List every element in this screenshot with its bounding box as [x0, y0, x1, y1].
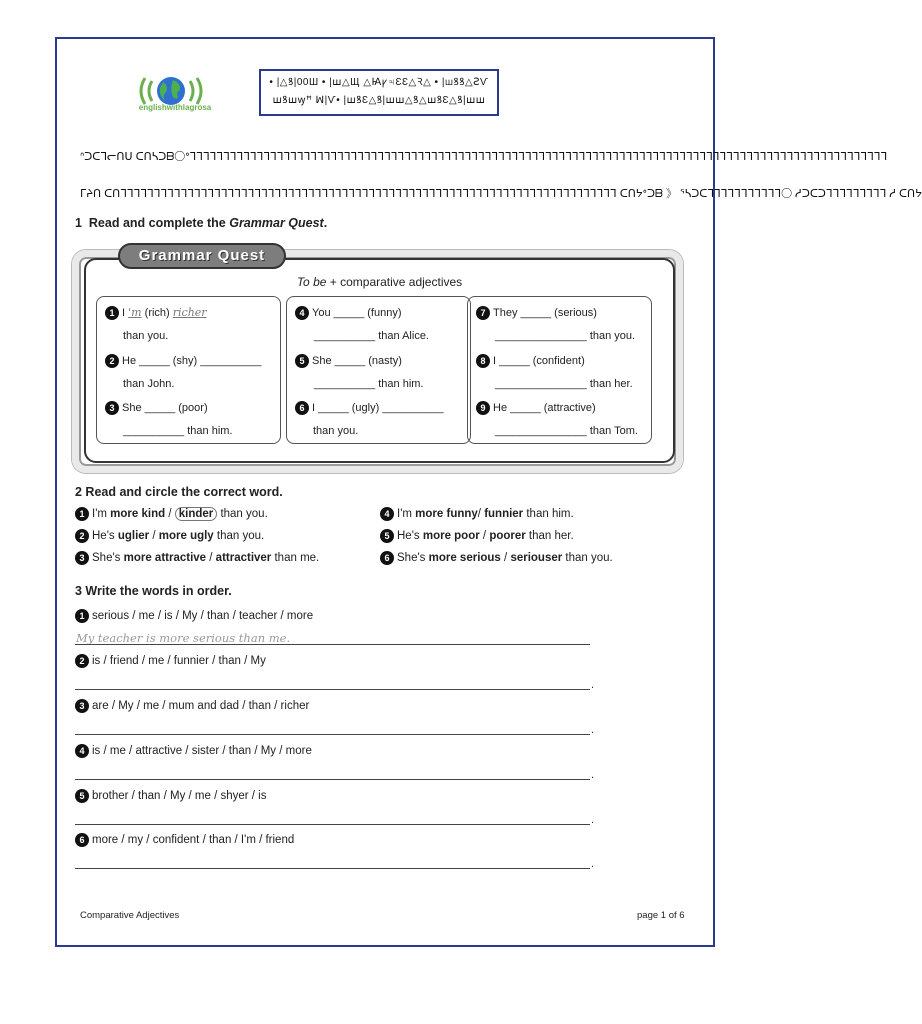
quest-item-continuation: _______________ than you. — [495, 330, 636, 342]
item-number: 1 — [75, 507, 89, 521]
item-number: 3 — [75, 551, 89, 565]
header-box-line1: • |△ꝸ|00Ш • |ꟺ△Щ △Ꙗꝩ♃ƐƐ△Ꝛ△ • |ꟺꝸꝸ△ꙄѴ — [269, 77, 489, 88]
line-period: . — [591, 814, 595, 826]
option-b[interactable]: more ugly — [158, 530, 214, 543]
quest-item-number: 7 — [476, 306, 490, 320]
option-b[interactable]: attractiver — [215, 552, 272, 565]
item-text: She's — [397, 552, 429, 565]
item-text: I'm — [92, 508, 111, 521]
quest-item-text: He _____ (attractive) — [493, 401, 596, 414]
circle-item-5 — [380, 529, 574, 543]
quest-column-2 — [286, 296, 471, 444]
subtitle-rest: + comparative adjectives — [326, 275, 463, 289]
option-b[interactable]: seriouser — [510, 552, 563, 565]
section1-title-text: Read and complete the — [88, 216, 230, 230]
item-text: than you. — [562, 552, 613, 565]
quest-item-number: 3 — [105, 401, 119, 415]
order-item-1 — [75, 609, 313, 623]
item-number: 4 — [75, 744, 89, 758]
grammar-quest-subtitle — [84, 275, 675, 289]
quest-item-6 — [295, 401, 444, 415]
quest-column-1 — [96, 296, 281, 444]
word-list: brother / than / My / me / shyer / is — [92, 790, 267, 803]
item-text: He's — [92, 530, 118, 543]
line-period: . — [591, 769, 595, 781]
circle-item-6 — [380, 551, 613, 565]
header-box-line2: ꟺꝸꟺꝡꟸ ꟽ|Ѵ• |ꟺꝸƐ△ꝸ|ꟺꟺ△ꝸ△ꟺꝸƐ△ꝸ|ꟺꟺ — [272, 95, 486, 106]
handwritten-answer: 'm — [128, 306, 142, 319]
grammar-quest-badge: Grammar Quest — [118, 243, 286, 269]
quest-item-number: 2 — [105, 354, 119, 368]
quest-item-text: She _____ (poor) — [122, 401, 208, 414]
quest-item-9 — [476, 401, 596, 415]
option-a[interactable]: more poor — [422, 530, 480, 543]
separator: / — [149, 530, 159, 543]
footer-title: Comparative Adjectives — [80, 910, 180, 921]
answer-line-1[interactable] — [75, 644, 590, 645]
logo-text: englishwithlagrosa — [138, 103, 212, 112]
quest-item-4 — [295, 306, 402, 320]
option-a[interactable]: more kind — [110, 508, 166, 521]
order-item-2 — [75, 654, 266, 668]
quest-item-continuation: than you. — [313, 425, 359, 437]
quest-item-7 — [476, 306, 597, 320]
quest-item-continuation: __________ than Alice. — [314, 330, 429, 342]
answer-line-5[interactable] — [75, 824, 590, 825]
quest-item-text: (rich) — [141, 307, 173, 319]
quest-item-2 — [105, 354, 261, 368]
line-period: . — [591, 858, 595, 870]
quest-item-1 — [105, 306, 207, 320]
item-number: 2 — [75, 529, 89, 543]
item-number: 4 — [380, 507, 394, 521]
section1-title-period: . — [323, 216, 328, 230]
quest-item-continuation: __________ than him. — [123, 425, 233, 437]
quest-item-number: 4 — [295, 306, 309, 320]
item-number: 3 — [75, 699, 89, 713]
footer-page-number: page 1 of 6 — [637, 910, 685, 921]
item-number: 2 — [75, 654, 89, 668]
section1-number: 1 — [75, 216, 82, 230]
quest-item-continuation: __________ than him. — [314, 378, 424, 390]
date-field-line: ᒥᔨᑎ ᑕᑎᒣᒣᒣᒣᒣᒣᒣᒣᒣᒣᒣᒣᒣᒣᒣᒣᒣᒣᒣᒣᒣᒣᒣᒣᒣᒣᒣᒣᒣᒣᒣᒣᒣᒣᒣᒣᒣᒣᒣᒣᒣᒣᒣᒣᒣᒣᒣᒣᒣᒣᒣᒣᒣᒣᒣᒣᒣᒣᒣᒣᒣᒣᒣᒣᒣᒣᒣᒣᒣᒣᒣᒣᒣᒣ ᑕᑎᔭᐤᑐᗷ 》 ᕐᓴᑐᑕᒣᒣᒣᒣᒣᒣᒣᒣᒣᒣᒣ〇 ᓱᑐᑕᑐᒣᒣᒣᒣᒣᒣᒣᒣᒣ ᓱ ᑕᑎᔭ — [80, 188, 922, 200]
circle-item-3 — [75, 551, 319, 565]
option-a[interactable]: more funny — [415, 508, 478, 521]
line-period: . — [591, 679, 595, 691]
quest-item-3 — [105, 401, 208, 415]
quest-item-text: She _____ (nasty) — [312, 354, 402, 367]
option-a[interactable]: more attractive — [123, 552, 207, 565]
item-text: I'm — [397, 508, 416, 521]
quest-item-continuation: than John. — [123, 378, 175, 390]
answer-line-4[interactable] — [75, 779, 590, 780]
answer-line-3[interactable] — [75, 734, 590, 735]
handwritten-answer: richer — [172, 306, 207, 319]
item-text: He's — [397, 530, 423, 543]
example-answer: My teacher is more serious than me. — [76, 631, 291, 645]
line-period: . — [591, 724, 595, 736]
subtitle-em: To be — [296, 275, 327, 289]
section2-title: 2 Read and circle the correct word. — [75, 485, 283, 499]
word-list: more / my / confident / than / I'm / friend — [92, 834, 295, 847]
separator: / — [165, 508, 175, 521]
quest-item-text: He _____ (shy) __________ — [122, 354, 262, 367]
order-item-5 — [75, 789, 266, 803]
option-b-circled[interactable]: kinder — [175, 507, 218, 521]
item-number: 1 — [75, 609, 89, 623]
quest-item-text: I — [122, 307, 129, 319]
option-a[interactable]: more serious — [428, 552, 501, 565]
answer-line-6[interactable] — [75, 868, 590, 869]
option-b[interactable]: poorer — [489, 530, 526, 543]
circle-item-1 — [75, 507, 268, 521]
item-text: than me. — [271, 552, 320, 565]
section3-title: 3 Write the words in order. — [75, 584, 232, 598]
header-box — [259, 69, 499, 116]
order-item-4 — [75, 744, 312, 758]
word-list: is / friend / me / funnier / than / My — [92, 655, 266, 668]
item-number: 6 — [75, 833, 89, 847]
circle-item-4 — [380, 507, 574, 521]
separator: / — [479, 530, 490, 543]
item-text: than you. — [217, 508, 268, 521]
quest-item-continuation: than you. — [123, 330, 169, 342]
word-list: serious / me / is / My / than / teacher / more — [92, 610, 314, 623]
option-b[interactable]: funnier — [484, 508, 524, 521]
quest-item-number: 5 — [295, 354, 309, 368]
section1-title — [75, 216, 327, 230]
item-text: than him. — [523, 508, 574, 521]
quest-item-number: 6 — [295, 401, 309, 415]
item-text: than her. — [525, 530, 574, 543]
option-a[interactable]: uglier — [117, 530, 150, 543]
item-number: 5 — [380, 529, 394, 543]
quest-item-text: You _____ (funny) — [312, 306, 402, 319]
item-text: than you. — [213, 530, 265, 543]
quest-item-text: They _____ (serious) — [493, 306, 597, 319]
quest-column-3 — [467, 296, 652, 444]
quest-item-continuation: _______________ than Tom. — [495, 425, 638, 437]
item-number: 5 — [75, 789, 89, 803]
separator: / — [477, 508, 485, 521]
name-field-line: ᐢᑐᑕᒣᓕᑎᑌ ᑕᑎᓴᑐᗷ〇ᐤᒣᒣᒣᒣᒣᒣᒣᒣᒣᒣᒣᒣᒣᒣᒣᒣᒣᒣᒣᒣᒣᒣᒣᒣᒣᒣᒣᒣᒣᒣᒣᒣᒣᒣᒣᒣᒣᒣᒣᒣᒣᒣᒣᒣᒣᒣᒣᒣᒣᒣᒣᒣᒣᒣᒣᒣᒣᒣᒣᒣᒣᒣᒣᒣᒣᒣᒣᒣᒣᒣᒣᒣᒣᒣᒣᒣᒣᒣᒣᒣᒣᒣᒣᒣᒣᒣᒣᒣᒣᒣᒣᒣᒣᒣᒣᒣᒣᒣᒣᒣᒣᒣᒣᒣ — [80, 151, 888, 163]
item-number: 6 — [380, 551, 394, 565]
quest-item-number: 8 — [476, 354, 490, 368]
quest-item-continuation: _______________ than her. — [495, 378, 633, 390]
quest-item-5 — [295, 354, 402, 368]
separator: / — [500, 552, 511, 565]
word-list: are / My / me / mum and dad / than / richer — [92, 700, 310, 713]
quest-item-8 — [476, 354, 585, 368]
word-list: is / me / attractive / sister / than / My / more — [92, 745, 312, 758]
quest-item-number: 9 — [476, 401, 490, 415]
item-text: She's — [92, 552, 124, 565]
quest-item-text: I _____ (confident) — [493, 354, 585, 367]
answer-line-2[interactable] — [75, 689, 590, 690]
quest-item-text: I _____ (ugly) __________ — [312, 401, 444, 414]
quest-item-number: 1 — [105, 306, 119, 320]
order-item-6 — [75, 833, 294, 847]
separator: / — [206, 552, 216, 565]
circle-item-2 — [75, 529, 264, 543]
section1-title-em: Grammar Quest — [229, 216, 324, 230]
order-item-3 — [75, 699, 309, 713]
